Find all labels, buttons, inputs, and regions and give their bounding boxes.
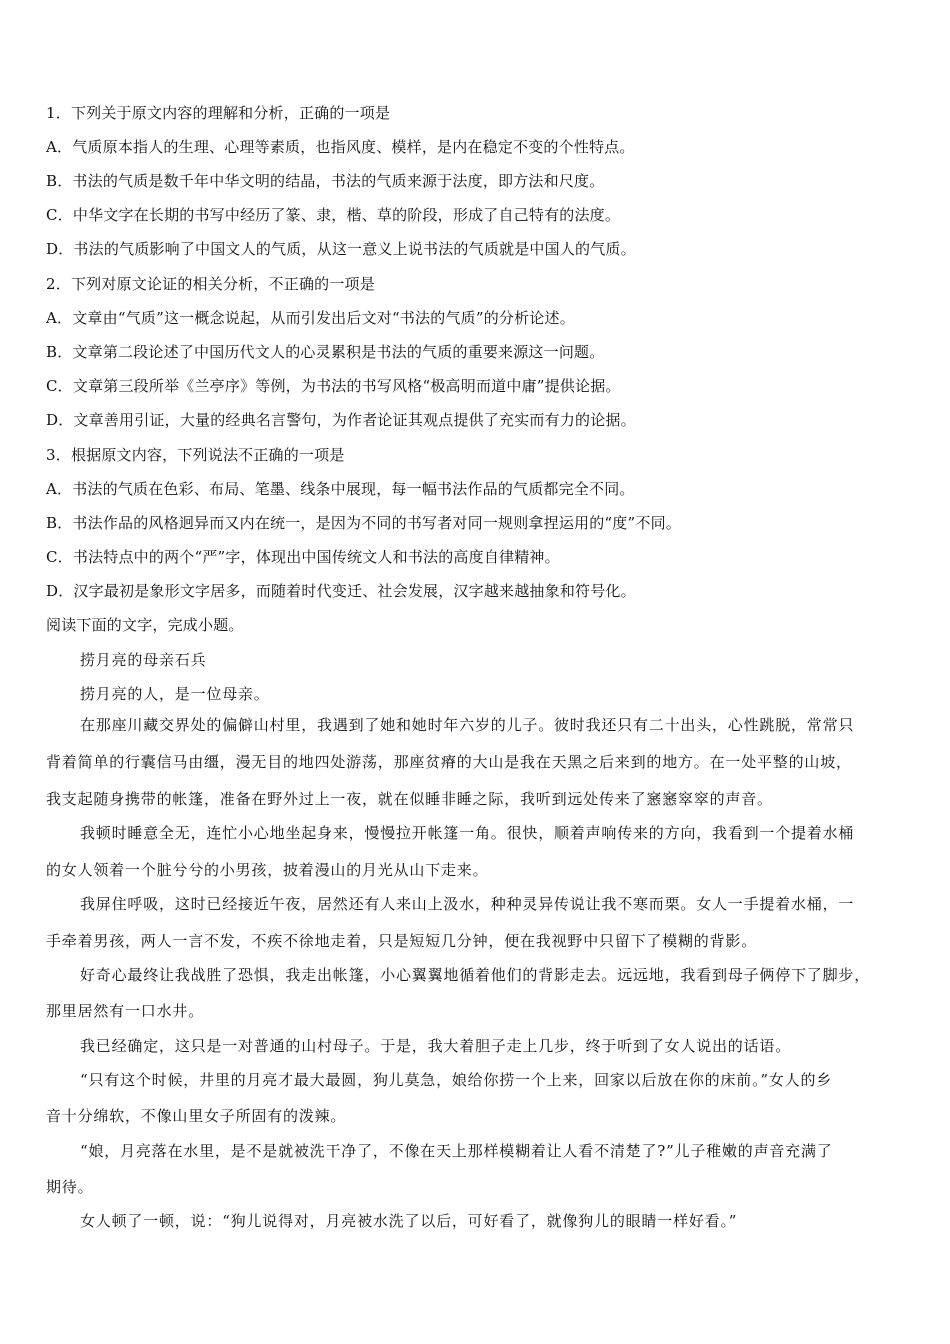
paragraph-9-line-1: 女人顿了一顿，说：“狗儿说得对，月亮被水洗了以后，可好看了，就像狗儿的眼睛一样好看。” (80, 1212, 738, 1230)
paragraph-5-line-2: 那里居然有一口水井。 (46, 1002, 205, 1020)
reading-title: 捞月亮的母亲石兵 (80, 651, 207, 669)
paragraph-8-line-2: 期待。 (46, 1178, 94, 1196)
paragraph-8-line-1: “娘，月亮落在水里，是不是就被洗干净了，不像在天上那样模糊着让人看不清楚了?”儿子稚嫩的声音充满了 (80, 1142, 833, 1160)
question-2-option-c: C．文章第三段所举《兰亭序》等例，为书法的书写风格“极高明而道中庸”提供论据。 (46, 377, 621, 395)
question-1-option-b: B．书法的气质是数千年中华文明的结晶，书法的气质来源于法度，即方法和尺度。 (46, 172, 605, 190)
paragraph-7-line-2: 音十分绵软，不像山里女子所固有的泼辣。 (46, 1107, 347, 1125)
question-2-option-b: B．文章第二段论述了中国历代文人的心灵累积是书法的气质的重要来源这一问题。 (46, 343, 605, 361)
paragraph-7-line-1: “只有这个时候，井里的月亮才最大最圆，狗儿莫急，娘给你捞一个上来，回家以后放在你的床前。”女人的乡 (80, 1071, 833, 1089)
question-3-stem: 3．根据原文内容，下列说法不正确的一项是 (46, 446, 345, 464)
paragraph-5-line-1: 好奇心最终让我战胜了恐惧，我走出帐篷，小心翼翼地循着他们的背影走去。远远地，我看到母子俩停下了脚步， (80, 966, 871, 984)
question-2-option-d: D．文章善用引证，大量的经典名言警句，为作者论证其观点提供了充实而有力的论据。 (46, 411, 636, 429)
question-1-option-d: D．书法的气质影响了中国文人的气质，从这一意义上说书法的气质就是中国人的气质。 (46, 240, 636, 258)
paragraph-6-line-1: 我已经确定，这只是一对普通的山村母子。于是，我大着胆子走上几步，终于听到了女人说出的话语。 (80, 1037, 792, 1055)
paragraph-2-line-1: 在那座川藏交界处的偏僻山村里，我遇到了她和她时年六岁的儿子。彼时我还只有二十出头，心性跳脱，常常只 (80, 716, 855, 734)
question-3-option-b: B．书法作品的风格迥异而又内在统一，是因为不同的书写者对同一规则拿捏运用的“度”不同。 (46, 514, 681, 532)
paragraph-2-line-2: 背着简单的行囊信马由缰，漫无目的地四处游荡，那座贫瘠的大山是我在天黑之后来到的地方。在一处平整的山坡， (46, 753, 852, 771)
question-3-option-a: A．书法的气质在色彩、布局、笔墨、线条中展现，每一幅书法作品的气质都完全不同。 (46, 480, 635, 498)
paragraph-4-line-2: 手牵着男孩，两人一言不发，不疾不徐地走着，只是短短几分钟，便在我视野中只留下了模糊的背影。 (46, 932, 758, 950)
question-1-option-c: C．中华文字在长期的书写中经历了篆、隶，楷、草的阶段，形成了自己特有的法度。 (46, 206, 621, 224)
question-1-stem: 1．下列关于原文内容的理解和分析，正确的一项是 (46, 104, 391, 122)
question-2-stem: 2．下列对原文论证的相关分析，不正确的一项是 (46, 275, 375, 293)
paragraph-4-line-1: 我屏住呼吸，这时已经接近午夜，居然还有人来山上汲水，种种灵异传说让我不寒而栗。女人一手提着水桶，一 (80, 895, 855, 913)
question-1-option-a: A．气质原本指人的生理、心理等素质，也指风度、模样，是内在稳定不变的个性特点。 (46, 138, 635, 156)
question-2-option-a: A．文章由“气质”这一概念说起，从而引发出后文对“书法的气质”的分析论述。 (46, 309, 575, 327)
paragraph-2-line-3: 我支起随身携带的帐篷，准备在野外过上一夜，就在似睡非睡之际，我听到远处传来了窸窸窣窣的声音。 (46, 790, 773, 808)
paragraph-1-line-1: 捞月亮的人，是一位母亲。 (80, 685, 270, 703)
paragraph-3-line-2: 的女人领着一个脏兮兮的小男孩，披着漫山的月光从山下走来。 (46, 861, 489, 879)
question-3-option-d: D．汉字最初是象形文字居多，而随着时代变迁、社会发展，汉字越来越抽象和符号化。 (46, 582, 636, 600)
reading-instruction: 阅读下面的文字，完成小题。 (46, 616, 244, 634)
question-3-option-c: C．书法特点中的两个“严”字，体现出中国传统文人和书法的高度自律精神。 (46, 548, 560, 566)
paragraph-3-line-1: 我顿时睡意全无，连忙小心地坐起身来，慢慢拉开帐篷一角。很快，顺着声响传来的方向，我看到一个提着水桶 (80, 824, 855, 842)
